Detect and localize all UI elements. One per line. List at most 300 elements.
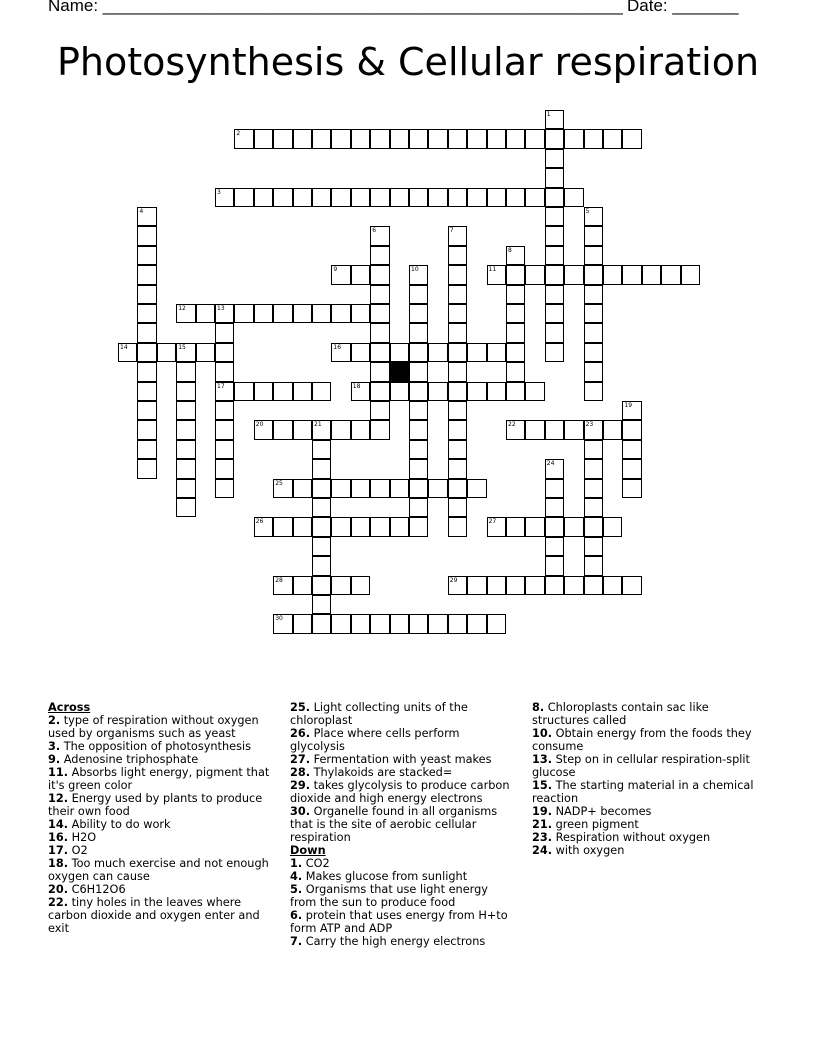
clue-item xyxy=(48,740,273,753)
grid-cell[interactable] xyxy=(584,304,603,323)
grid-cell[interactable] xyxy=(137,401,156,420)
grid-cell[interactable] xyxy=(428,614,447,633)
grid-cell[interactable] xyxy=(448,401,467,420)
grid-cell[interactable] xyxy=(584,129,603,148)
grid-cell[interactable] xyxy=(293,614,312,633)
grid-cell[interactable] xyxy=(487,343,506,362)
grid-cell[interactable] xyxy=(467,614,486,633)
grid-cell[interactable] xyxy=(370,343,389,362)
grid-cell[interactable] xyxy=(525,576,544,595)
grid-cell[interactable] xyxy=(137,265,156,284)
grid-cell[interactable] xyxy=(506,129,525,148)
grid-cell[interactable] xyxy=(525,265,544,284)
grid-cell[interactable] xyxy=(448,362,467,381)
grid-cell[interactable] xyxy=(428,188,447,207)
grid-cell[interactable] xyxy=(584,265,603,284)
clue-item xyxy=(532,805,767,818)
cell-number: 2 xyxy=(236,130,241,138)
grid-cell[interactable] xyxy=(312,576,331,595)
grid-cell[interactable] xyxy=(506,323,525,342)
grid-cell[interactable] xyxy=(176,382,195,401)
grid-cell[interactable] xyxy=(506,285,525,304)
grid-cell[interactable] xyxy=(293,129,312,148)
grid-cell[interactable] xyxy=(487,382,506,401)
grid-cell[interactable] xyxy=(622,129,641,148)
grid-cell[interactable] xyxy=(487,188,506,207)
grid-cell[interactable] xyxy=(331,304,350,323)
grid-cell[interactable] xyxy=(370,420,389,439)
grid-cell[interactable] xyxy=(409,614,428,633)
clue-item xyxy=(48,714,273,740)
grid-cell[interactable] xyxy=(234,382,253,401)
grid-cell[interactable] xyxy=(312,304,331,323)
grid-cell[interactable] xyxy=(370,479,389,498)
grid-cell[interactable] xyxy=(545,265,564,284)
grid-cell[interactable] xyxy=(409,517,428,536)
clue-number: 25. xyxy=(290,701,311,714)
grid-cell[interactable] xyxy=(409,459,428,478)
grid-cell[interactable] xyxy=(176,304,195,323)
grid-cell[interactable] xyxy=(215,362,234,381)
grid-cell[interactable] xyxy=(681,265,700,284)
grid-cell[interactable] xyxy=(331,343,350,362)
grid-cell[interactable] xyxy=(157,343,176,362)
grid-cell[interactable] xyxy=(545,479,564,498)
grid-cell[interactable] xyxy=(351,304,370,323)
grid-cell[interactable] xyxy=(273,188,292,207)
clue-number: 28. xyxy=(290,766,311,779)
grid-cell[interactable] xyxy=(448,304,467,323)
grid-cell[interactable] xyxy=(584,440,603,459)
grid-cell[interactable] xyxy=(564,420,583,439)
grid-cell[interactable] xyxy=(661,265,680,284)
grid-cell[interactable] xyxy=(448,459,467,478)
grid-cell[interactable] xyxy=(584,362,603,381)
grid-cell[interactable] xyxy=(137,323,156,342)
grid-cell[interactable] xyxy=(234,304,253,323)
grid-cell[interactable] xyxy=(584,420,603,439)
grid-cell[interactable] xyxy=(273,382,292,401)
grid-cell[interactable] xyxy=(390,343,409,362)
grid-cell[interactable] xyxy=(370,265,389,284)
grid-cell[interactable] xyxy=(390,614,409,633)
grid-cell[interactable] xyxy=(448,323,467,342)
grid-cell[interactable] xyxy=(176,479,195,498)
grid-cell[interactable] xyxy=(545,226,564,245)
grid-cell[interactable] xyxy=(370,246,389,265)
grid-cell[interactable] xyxy=(137,226,156,245)
grid-cell[interactable] xyxy=(254,382,273,401)
clue-number: 20. xyxy=(48,883,69,896)
grid-cell[interactable] xyxy=(506,265,525,284)
grid-cell[interactable] xyxy=(312,440,331,459)
grid-cell[interactable] xyxy=(409,401,428,420)
clue-number: 2. xyxy=(48,714,61,727)
grid-cell[interactable] xyxy=(545,420,564,439)
grid-cell[interactable] xyxy=(137,362,156,381)
grid-cell[interactable] xyxy=(254,129,273,148)
grid-cell[interactable] xyxy=(331,420,350,439)
grid-cell[interactable] xyxy=(448,517,467,536)
grid-cell[interactable] xyxy=(584,479,603,498)
grid-cell[interactable] xyxy=(545,556,564,575)
grid-cell[interactable] xyxy=(176,401,195,420)
grid-cell[interactable] xyxy=(603,517,622,536)
grid-cell[interactable] xyxy=(564,576,583,595)
grid-cell[interactable] xyxy=(293,382,312,401)
grid-cell[interactable] xyxy=(254,517,273,536)
grid-cell[interactable] xyxy=(584,576,603,595)
grid-cell[interactable] xyxy=(390,129,409,148)
grid-cell[interactable] xyxy=(622,401,641,420)
grid-cell[interactable] xyxy=(273,420,292,439)
grid-cell[interactable] xyxy=(448,265,467,284)
grid-cell[interactable] xyxy=(584,498,603,517)
grid-cell[interactable] xyxy=(351,343,370,362)
grid-cell[interactable] xyxy=(525,420,544,439)
grid-cell[interactable] xyxy=(390,517,409,536)
grid-cell[interactable] xyxy=(506,420,525,439)
grid-cell[interactable] xyxy=(234,129,253,148)
grid-cell[interactable] xyxy=(312,556,331,575)
grid-cell[interactable] xyxy=(331,129,350,148)
grid-cell[interactable] xyxy=(603,420,622,439)
grid-cell[interactable] xyxy=(254,188,273,207)
grid-cell[interactable] xyxy=(545,537,564,556)
grid-cell[interactable] xyxy=(545,246,564,265)
grid-cell[interactable] xyxy=(545,110,564,129)
grid-cell[interactable] xyxy=(137,459,156,478)
grid-cell[interactable] xyxy=(351,479,370,498)
grid-cell[interactable] xyxy=(603,576,622,595)
clue-column-1 xyxy=(48,701,273,935)
grid-cell[interactable] xyxy=(545,129,564,148)
grid-cell[interactable] xyxy=(312,382,331,401)
grid-cell[interactable] xyxy=(545,207,564,226)
grid-cell[interactable] xyxy=(312,420,331,439)
grid-cell[interactable] xyxy=(409,304,428,323)
grid-cell[interactable] xyxy=(584,537,603,556)
grid-cell[interactable] xyxy=(467,343,486,362)
grid-cell[interactable] xyxy=(331,188,350,207)
grid-cell[interactable] xyxy=(390,382,409,401)
clue-item xyxy=(48,818,273,831)
grid-cell[interactable] xyxy=(448,440,467,459)
grid-cell[interactable] xyxy=(215,420,234,439)
grid-cell[interactable] xyxy=(622,265,641,284)
grid-cell[interactable] xyxy=(370,188,389,207)
grid-cell[interactable] xyxy=(584,382,603,401)
grid-cell[interactable] xyxy=(331,614,350,633)
clue-text: Too much exercise and not enough oxygen can cause xyxy=(48,857,269,883)
grid-cell[interactable] xyxy=(293,420,312,439)
grid-cell[interactable] xyxy=(448,246,467,265)
cell-number: 15 xyxy=(178,343,186,351)
grid-cell[interactable] xyxy=(351,382,370,401)
clue-item xyxy=(290,727,515,753)
grid-cell[interactable] xyxy=(331,265,350,284)
grid-cell[interactable] xyxy=(506,517,525,536)
grid-cell[interactable] xyxy=(525,188,544,207)
cell-number: 8 xyxy=(508,246,512,254)
grid-cell[interactable] xyxy=(622,576,641,595)
clue-number: 29. xyxy=(290,779,311,792)
grid-cell[interactable] xyxy=(506,304,525,323)
grid-cell[interactable] xyxy=(370,226,389,245)
grid-cell[interactable] xyxy=(273,129,292,148)
grid-cell[interactable] xyxy=(409,323,428,342)
grid-cell[interactable] xyxy=(506,188,525,207)
grid-cell[interactable] xyxy=(506,382,525,401)
grid-cell[interactable] xyxy=(487,129,506,148)
grid-cell[interactable] xyxy=(312,188,331,207)
grid-cell[interactable] xyxy=(448,498,467,517)
grid-cell[interactable] xyxy=(448,614,467,633)
grid-cell[interactable] xyxy=(370,382,389,401)
grid-cell[interactable] xyxy=(642,265,661,284)
grid-cell[interactable] xyxy=(254,304,273,323)
grid-cell[interactable] xyxy=(448,285,467,304)
cell-number: 23 xyxy=(585,421,594,429)
grid-cell[interactable] xyxy=(137,420,156,439)
grid-cell[interactable] xyxy=(370,304,389,323)
grid-cell[interactable] xyxy=(137,343,156,362)
grid-cell[interactable] xyxy=(409,343,428,362)
grid-cell[interactable] xyxy=(506,343,525,362)
grid-cell[interactable] xyxy=(564,188,583,207)
grid-cell[interactable] xyxy=(467,479,486,498)
grid-cell[interactable] xyxy=(370,362,389,381)
grid-cell[interactable] xyxy=(622,420,641,439)
grid-cell[interactable] xyxy=(293,188,312,207)
grid-cell[interactable] xyxy=(351,420,370,439)
grid-cell[interactable] xyxy=(312,595,331,614)
grid-cell[interactable] xyxy=(448,479,467,498)
grid-cell[interactable] xyxy=(448,343,467,362)
clue-text: Chloroplasts contain sac like structures called xyxy=(532,701,709,727)
clue-item xyxy=(290,909,515,935)
grid-cell[interactable] xyxy=(137,304,156,323)
grid-cell[interactable] xyxy=(584,459,603,478)
grid-cell[interactable] xyxy=(215,188,234,207)
grid-cell[interactable] xyxy=(448,382,467,401)
grid-cell[interactable] xyxy=(351,129,370,148)
grid-cell[interactable] xyxy=(564,517,583,536)
grid-cell[interactable] xyxy=(273,517,292,536)
grid-cell[interactable] xyxy=(215,440,234,459)
grid-cell[interactable] xyxy=(293,517,312,536)
grid-cell[interactable] xyxy=(545,323,564,342)
grid-cell[interactable] xyxy=(409,479,428,498)
grid-cell[interactable] xyxy=(584,226,603,245)
grid-cell[interactable] xyxy=(293,304,312,323)
grid-cell[interactable] xyxy=(215,343,234,362)
grid-cell[interactable] xyxy=(351,614,370,633)
grid-cell[interactable] xyxy=(448,188,467,207)
grid-cell[interactable] xyxy=(312,498,331,517)
clue-number: 4. xyxy=(290,870,303,883)
grid-cell[interactable] xyxy=(273,304,292,323)
clue-column-3 xyxy=(532,701,767,857)
grid-cell[interactable] xyxy=(584,285,603,304)
grid-cell[interactable] xyxy=(564,265,583,284)
grid-cell[interactable] xyxy=(545,188,564,207)
grid-cell[interactable] xyxy=(273,576,292,595)
grid-cell[interactable] xyxy=(448,420,467,439)
grid-cell[interactable] xyxy=(254,420,273,439)
grid-cell[interactable] xyxy=(390,188,409,207)
grid-cell[interactable] xyxy=(409,362,428,381)
grid-cell[interactable] xyxy=(215,382,234,401)
cell-number: 9 xyxy=(333,266,338,274)
grid-cell[interactable] xyxy=(176,440,195,459)
grid-cell[interactable] xyxy=(351,188,370,207)
clue-item xyxy=(532,753,767,779)
grid-cell[interactable] xyxy=(351,576,370,595)
grid-cell[interactable] xyxy=(273,614,292,633)
grid-cell[interactable] xyxy=(312,479,331,498)
grid-cell[interactable] xyxy=(215,459,234,478)
grid-cell[interactable] xyxy=(234,188,253,207)
grid-cell[interactable] xyxy=(467,188,486,207)
grid-cell[interactable] xyxy=(137,285,156,304)
grid-cell[interactable] xyxy=(428,343,447,362)
grid-cell[interactable] xyxy=(176,362,195,381)
grid-cell[interactable] xyxy=(351,265,370,284)
grid-cell[interactable] xyxy=(409,382,428,401)
grid-cell[interactable] xyxy=(487,614,506,633)
grid-cell[interactable] xyxy=(331,517,350,536)
page-title: Photosynthesis & Cellular respiration xyxy=(56,40,760,84)
grid-cell[interactable] xyxy=(467,129,486,148)
grid-cell[interactable] xyxy=(409,440,428,459)
grid-cell[interactable] xyxy=(370,285,389,304)
clue-text: C6H12O6 xyxy=(68,883,126,896)
grid-cell[interactable] xyxy=(506,246,525,265)
grid-cell[interactable] xyxy=(196,343,215,362)
grid-cell[interactable] xyxy=(448,129,467,148)
grid-cell[interactable] xyxy=(409,129,428,148)
grid-cell[interactable] xyxy=(137,440,156,459)
grid-cell[interactable] xyxy=(487,517,506,536)
grid-cell[interactable] xyxy=(448,226,467,245)
grid-cell[interactable] xyxy=(545,168,564,187)
grid-cell[interactable] xyxy=(506,362,525,381)
grid-cell[interactable] xyxy=(545,498,564,517)
grid-cell[interactable] xyxy=(545,459,564,478)
clue-item xyxy=(290,753,515,766)
grid-cell[interactable] xyxy=(409,265,428,284)
grid-cell[interactable] xyxy=(622,479,641,498)
grid-cell[interactable] xyxy=(603,129,622,148)
clue-text: Organelle found in all organisms that is the site of aerobic cellular respiration xyxy=(290,805,498,844)
grid-cell[interactable] xyxy=(584,556,603,575)
grid-cell[interactable] xyxy=(312,517,331,536)
grid-cell[interactable] xyxy=(603,265,622,284)
grid-cell[interactable] xyxy=(370,517,389,536)
grid-cell[interactable] xyxy=(176,420,195,439)
grid-cell[interactable] xyxy=(525,129,544,148)
grid-cell[interactable] xyxy=(370,401,389,420)
grid-cell[interactable] xyxy=(506,576,525,595)
grid-cell[interactable] xyxy=(525,382,544,401)
grid-cell[interactable] xyxy=(584,517,603,536)
grid-cell[interactable] xyxy=(273,479,292,498)
grid-cell[interactable] xyxy=(293,576,312,595)
grid-cell[interactable] xyxy=(176,498,195,517)
grid-cell[interactable] xyxy=(467,576,486,595)
clue-number: 26. xyxy=(290,727,311,740)
grid-cell[interactable] xyxy=(215,323,234,342)
grid-cell[interactable] xyxy=(215,401,234,420)
grid-cell[interactable] xyxy=(409,498,428,517)
grid-cell[interactable] xyxy=(622,459,641,478)
grid-cell[interactable] xyxy=(312,537,331,556)
grid-cell[interactable] xyxy=(370,614,389,633)
grid-cell[interactable] xyxy=(137,382,156,401)
grid-cell[interactable] xyxy=(176,343,195,362)
grid-cell[interactable] xyxy=(351,517,370,536)
grid-cell[interactable] xyxy=(584,323,603,342)
grid-cell[interactable] xyxy=(622,440,641,459)
grid-cell[interactable] xyxy=(137,207,156,226)
grid-cell[interactable] xyxy=(428,382,447,401)
grid-cell[interactable] xyxy=(215,304,234,323)
grid-cell[interactable] xyxy=(487,576,506,595)
grid-cell[interactable] xyxy=(293,479,312,498)
grid-cell[interactable] xyxy=(331,479,350,498)
grid-cell[interactable] xyxy=(545,304,564,323)
grid-cell[interactable] xyxy=(370,129,389,148)
cell-number: 1 xyxy=(546,111,551,118)
grid-cell[interactable] xyxy=(312,614,331,633)
grid-cell[interactable] xyxy=(584,207,603,226)
grid-cell[interactable] xyxy=(584,246,603,265)
grid-cell[interactable] xyxy=(545,149,564,168)
grid-cell[interactable] xyxy=(428,129,447,148)
clue-item xyxy=(290,805,515,844)
grid-cell[interactable] xyxy=(196,304,215,323)
grid-cell[interactable] xyxy=(409,420,428,439)
grid-cell[interactable] xyxy=(448,576,467,595)
cell-number: 14 xyxy=(120,343,128,351)
grid-cell[interactable] xyxy=(312,129,331,148)
clue-number: 13. xyxy=(532,753,553,766)
grid-cell[interactable] xyxy=(331,576,350,595)
grid-cell[interactable] xyxy=(564,129,583,148)
grid-cell[interactable] xyxy=(545,343,564,362)
grid-cell[interactable] xyxy=(467,382,486,401)
grid-cell[interactable] xyxy=(370,323,389,342)
grid-cell[interactable] xyxy=(312,459,331,478)
grid-cell[interactable] xyxy=(409,188,428,207)
grid-cell[interactable] xyxy=(215,479,234,498)
grid-cell[interactable] xyxy=(176,459,195,478)
grid-cell[interactable] xyxy=(137,246,156,265)
grid-cell[interactable] xyxy=(428,479,447,498)
grid-cell[interactable] xyxy=(118,343,137,362)
grid-cell[interactable] xyxy=(487,265,506,284)
clue-number: 1. xyxy=(290,857,303,870)
grid-cell[interactable] xyxy=(545,285,564,304)
grid-cell[interactable] xyxy=(584,343,603,362)
grid-cell[interactable] xyxy=(545,517,564,536)
cell-number: 28 xyxy=(275,576,283,584)
grid-cell[interactable] xyxy=(390,479,409,498)
grid-cell[interactable] xyxy=(545,576,564,595)
grid-cell[interactable] xyxy=(525,517,544,536)
grid-cell[interactable] xyxy=(409,285,428,304)
